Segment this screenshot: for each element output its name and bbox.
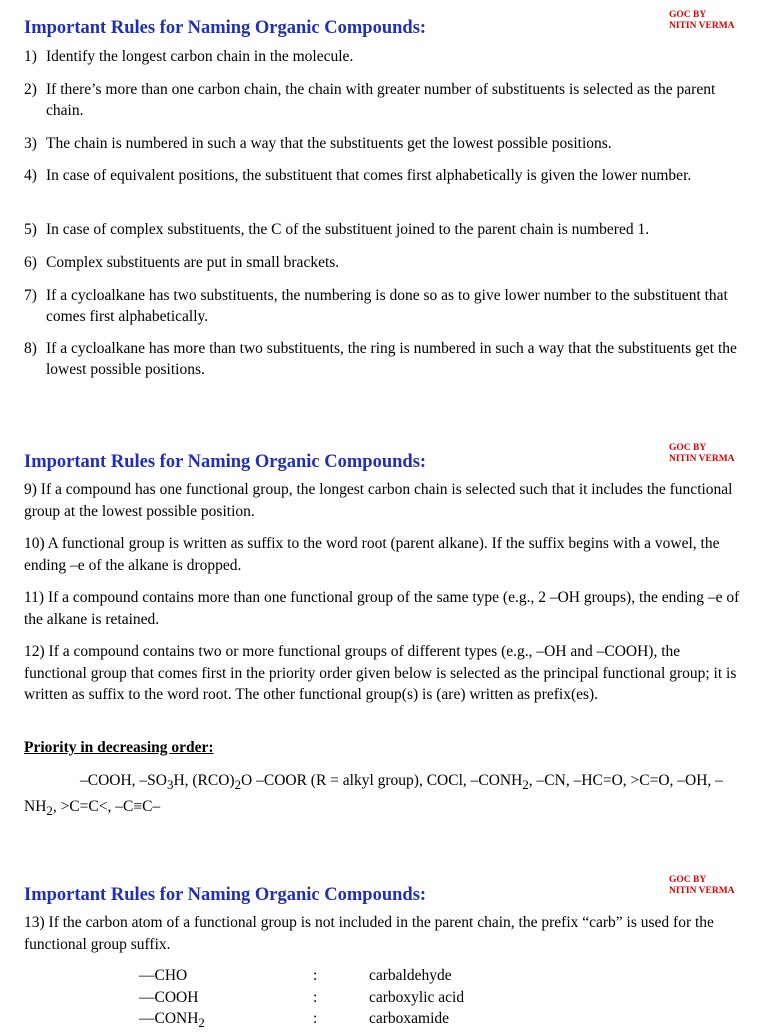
rule-number: 1): [24, 48, 37, 65]
suffix-row: [139, 987, 539, 1008]
subscript: 2: [46, 802, 53, 818]
rule-2: [24, 79, 744, 121]
priority-part-2: H, (RCO): [173, 772, 235, 789]
rule-text: If a cycloalkane has more than two substituents, the ring is numbered in such a way that the substituents get the lowest possible positions.: [46, 340, 737, 378]
rule-text: In case of complex substituents, the C of the substituent joined to the parent chain is numbered 1.: [46, 221, 650, 238]
suffix-row: [139, 1008, 539, 1029]
rule-3: [24, 133, 744, 154]
rule-9: 9) If a compound has one functional group, the longest carbon chain is selected such that it includes the functional group at the lowest possible position.: [24, 481, 733, 520]
colon-separator: :: [313, 1010, 318, 1027]
suffix-row: [139, 965, 539, 986]
brand-line-2: NITIN VERMA: [669, 886, 735, 896]
priority-heading: Priority in decreasing order:: [24, 739, 214, 756]
rule-text: The chain is numbered in such a way that the substituents get the lowest possible positions.: [46, 135, 612, 152]
rule-6: [24, 252, 744, 273]
brand-line-1: GOC BY: [669, 443, 707, 453]
rule-11: 11) If a compound contains more than one functional group of the same type (e.g., 2 –OH groups), the ending –e of the alkane is retained.: [24, 589, 740, 628]
brand-line-1: GOC BY: [669, 875, 707, 885]
subscript: 3: [166, 777, 174, 793]
rule-1: [24, 46, 744, 67]
brand-line-2: NITIN VERMA: [669, 454, 735, 464]
rule-8: [24, 338, 744, 380]
priority-part-4: , –CN, –HC=O, >C=O, –OH, –NH: [24, 772, 723, 815]
rule-number: 2): [24, 81, 37, 98]
priority-part-5: , >C=C<, –C≡C–: [52, 797, 161, 815]
rule-4: [24, 165, 744, 186]
rule-13: 13) If the carbon atom of a functional group is not included in the parent chain, the prefix “carb” is used for the functional group suffix.: [24, 914, 714, 953]
rule-5: [24, 219, 744, 240]
colon-separator: :: [313, 989, 318, 1006]
rule-number: 4): [24, 167, 37, 184]
section-1-title: Important Rules for Naming Organic Compounds:: [24, 18, 427, 38]
rule-number: 8): [24, 340, 37, 357]
rule-text: In case of equivalent positions, the substituent that comes first alphabetically is given the lower number.: [46, 167, 692, 184]
functional-group: —CHO: [139, 967, 188, 984]
subscript: 2: [522, 777, 529, 793]
suffix-name: carboxylic acid: [369, 989, 465, 1006]
section-3-title: Important Rules for Naming Organic Compounds:: [24, 885, 427, 905]
brand-line-2: NITIN VERMA: [669, 21, 735, 31]
suffix-name: carboxamide: [369, 1010, 450, 1027]
functional-group: —COOH: [139, 989, 199, 1006]
rule-10: 10) A functional group is written as suffix to the word root (parent alkane). If the suffix begins with a vowel, the ending –e of the alkane is dropped.: [24, 535, 720, 574]
priority-order: [24, 770, 746, 821]
rule-text: If there’s more than one carbon chain, the chain with greater number of substituents is selected as the parent chain.: [46, 81, 716, 119]
section-1-brand: [669, 10, 735, 32]
rule-text: Identify the longest carbon chain in the molecule.: [46, 48, 354, 65]
rule-number: 7): [24, 287, 37, 304]
brand-line-1: GOC BY: [669, 10, 707, 20]
rule-7: [24, 285, 744, 327]
rule-12: 12) If a compound contains two or more functional groups of different types (e.g., –OH and –COOH), the functional group that comes first in the priority order given below is selected as the principal functional group; it is written as suffix to the word root. The other functional group(s) is (are) written as prefix(es).: [24, 643, 737, 703]
priority-part-1: –COOH, –SO: [80, 772, 167, 789]
suffix-name: carbaldehyde: [369, 967, 452, 984]
rule-number: 5): [24, 221, 37, 238]
priority-part-3: O –COOR (R = alkyl group), COCl, –CONH: [241, 772, 523, 789]
rule-number: 6): [24, 254, 37, 271]
rule-text: Complex substituents are put in small brackets.: [46, 254, 340, 271]
subscript: 2: [234, 777, 242, 793]
section-2-brand: [669, 443, 735, 465]
section-2-title: Important Rules for Naming Organic Compounds:: [24, 452, 427, 472]
rule-number: 3): [24, 135, 37, 152]
colon-separator: :: [313, 967, 318, 984]
rule-text: If a cycloalkane has two substituents, the numbering is done so as to give lower number to the substituent that comes first alphabetically.: [46, 287, 728, 325]
functional-group: $—CONH_2$: [139, 1010, 205, 1031]
section-3-brand: [669, 875, 735, 897]
